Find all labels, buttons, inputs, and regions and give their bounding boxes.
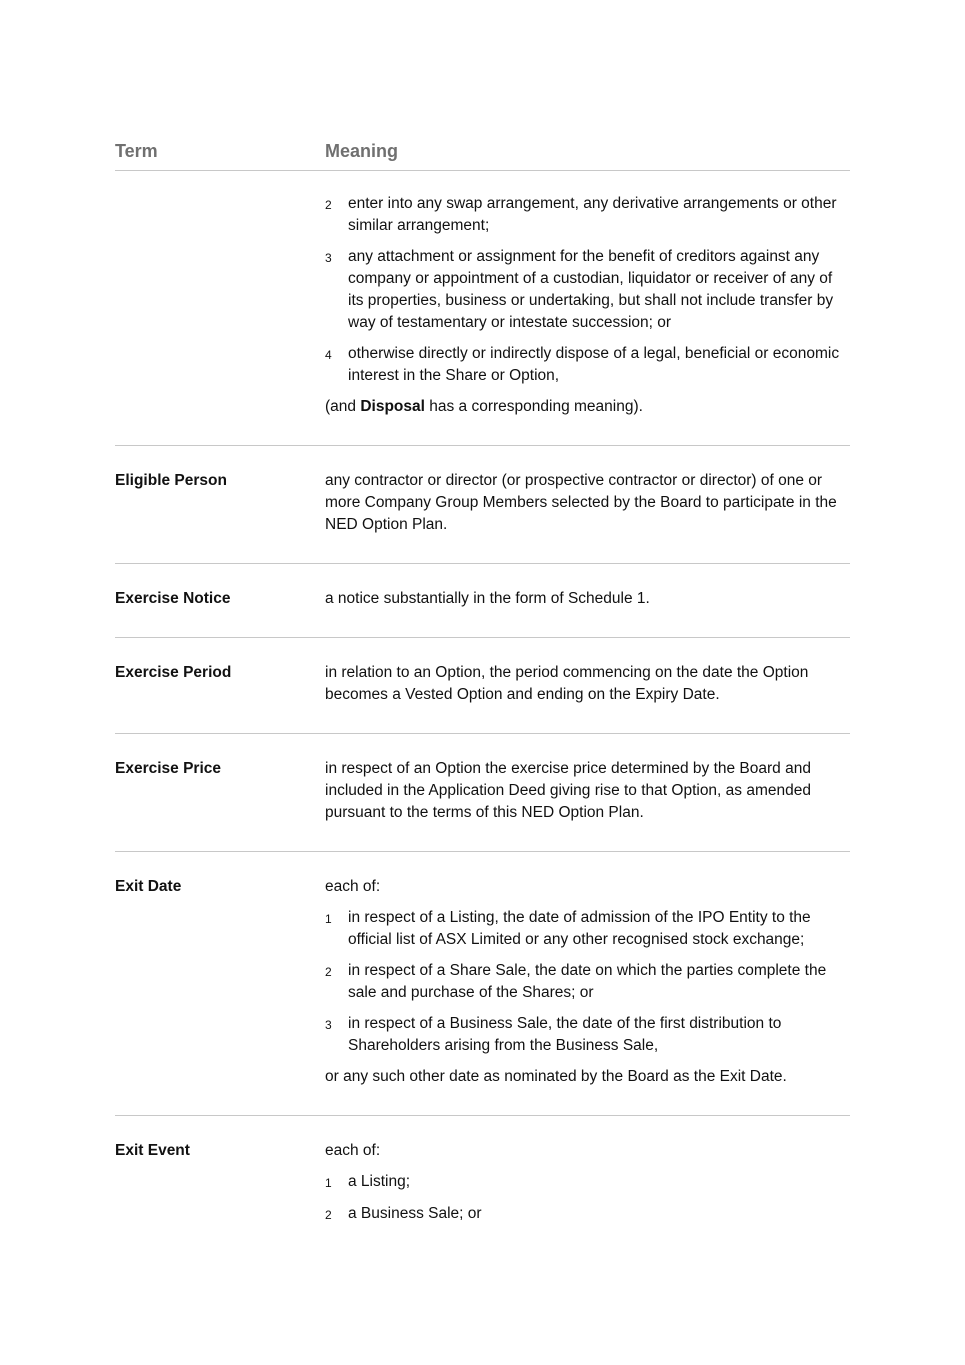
term-exit-date: Exit Date	[115, 878, 182, 895]
item-number: 1	[325, 1176, 332, 1190]
meaning-cell	[325, 662, 850, 715]
table-row	[115, 852, 850, 1116]
term-exercise-notice: Exercise Notice	[115, 590, 231, 607]
definitions-table	[115, 138, 850, 1253]
item-number: 3	[325, 251, 332, 265]
meaning-text: a notice substantially in the form of Schedule 1.	[325, 590, 650, 607]
meaning-text: in respect of an Option the exercise price determined by the Board and included in the Application Deed giving rise to that Option, as amended pursuant to the terms of this NED Option Plan.	[325, 760, 811, 821]
item-text: in respect of a Share Sale, the date on which the parties complete the sale and purchase of the Shares; or	[348, 962, 827, 1001]
term-exercise-price: Exercise Price	[115, 760, 222, 777]
header-term: Term	[115, 141, 158, 161]
item-number: 3	[325, 1018, 332, 1032]
item-text: any attachment or assignment for the benefit of creditors against any company or appointment of a custodian, liquidator or receiver of any of its properties, business or undertaking, but shall not include transfer by way of testamentary or intestate succession; or	[348, 248, 834, 331]
table-row	[115, 171, 850, 446]
term-cell-empty	[115, 193, 325, 427]
list-item	[325, 246, 850, 334]
table-header	[115, 138, 850, 171]
meaning-text: any contractor or director (or prospective contractor or director) of one or more Company Group Members selected by the Board to participate in the NED Option Plan.	[325, 472, 837, 533]
meaning-text: in relation to an Option, the period commencing on the date the Option becomes a Vested Option and ending on the Expiry Date.	[325, 664, 809, 703]
item-text: in respect of a Business Sale, the date of the first distribution to Shareholders arising from the Business Sale,	[348, 1015, 782, 1054]
item-number: 4	[325, 348, 332, 362]
table-row	[115, 734, 850, 852]
meaning-cell	[325, 758, 850, 833]
list-item	[325, 1013, 850, 1057]
item-number: 2	[325, 1208, 332, 1222]
closing-pre: (and	[325, 398, 361, 415]
closing-text	[325, 396, 850, 418]
table-row	[115, 446, 850, 564]
list-item	[325, 1171, 850, 1194]
item-text: a Business Sale; or	[348, 1205, 482, 1222]
list-item	[325, 1203, 850, 1226]
list-item	[325, 960, 850, 1004]
meaning-closing: or any such other date as nominated by the Board as the Exit Date.	[325, 1068, 787, 1085]
defined-term-disposal: Disposal	[360, 398, 425, 415]
item-number: 1	[325, 912, 332, 926]
meaning-intro: each of:	[325, 878, 381, 895]
meaning-intro: each of:	[325, 1142, 381, 1159]
list-item	[325, 193, 850, 237]
header-meaning: Meaning	[325, 141, 399, 161]
item-number: 2	[325, 965, 332, 979]
meaning-cell	[325, 470, 850, 545]
item-text: enter into any swap arrangement, any derivative arrangements or other similar arrangement;	[348, 195, 837, 234]
table-row	[115, 564, 850, 638]
meaning-cell	[325, 876, 850, 1097]
meaning-cell	[325, 193, 850, 427]
list-item	[325, 907, 850, 951]
item-number: 2	[325, 198, 332, 212]
term-eligible-person: Eligible Person	[115, 472, 227, 489]
meaning-cell	[325, 1140, 850, 1235]
term-exit-event: Exit Event	[115, 1142, 190, 1159]
item-text: in respect of a Listing, the date of admission of the IPO Entity to the official list of ASX Limited or any other recognised stock exchange;	[348, 909, 811, 948]
list-item	[325, 343, 850, 387]
item-text: otherwise directly or indirectly dispose of a legal, beneficial or economic interest in the Share or Option,	[348, 345, 840, 384]
item-text: a Listing;	[348, 1173, 411, 1190]
closing-post: has a corresponding meaning).	[424, 398, 643, 415]
term-exercise-period: Exercise Period	[115, 664, 232, 681]
table-row	[115, 638, 850, 734]
meaning-cell	[325, 588, 850, 619]
table-row	[115, 1116, 850, 1253]
